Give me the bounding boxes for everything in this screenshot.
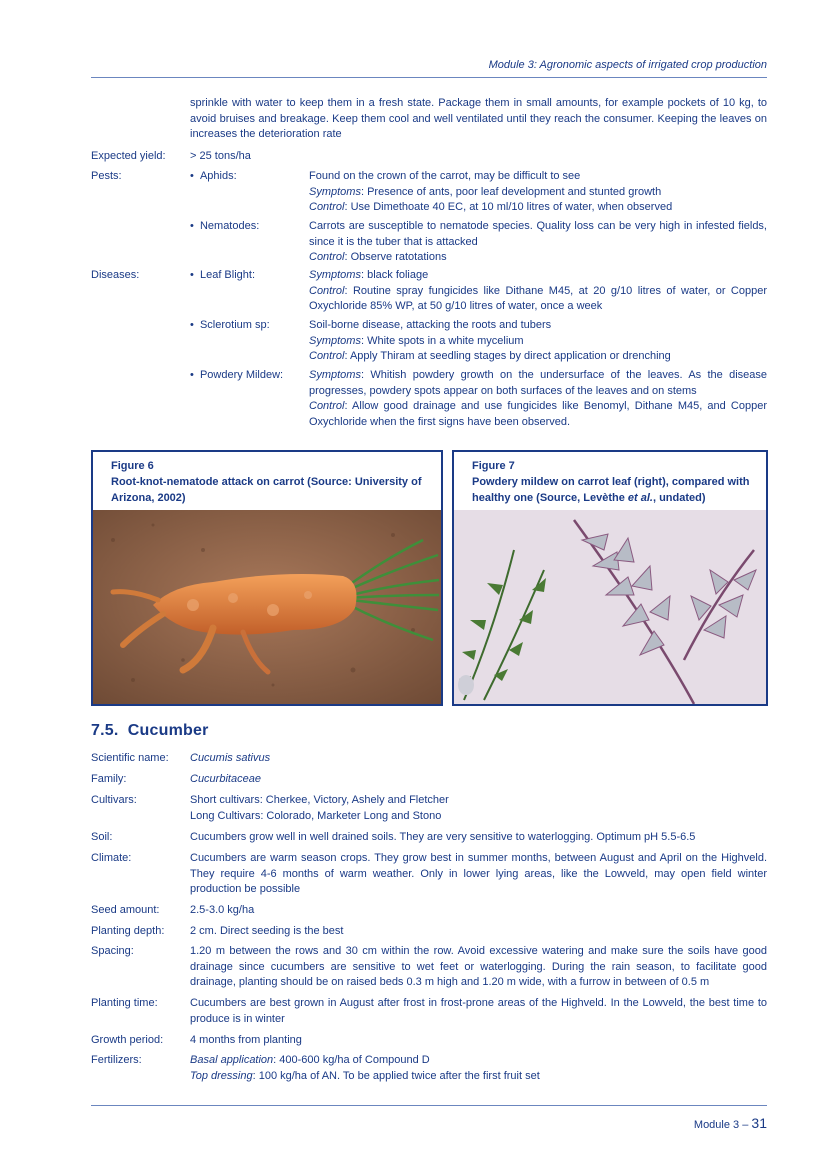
figure-6 (91, 450, 443, 706)
cucumber-row-planting-time (91, 996, 767, 1028)
page-footer: Module 3 – 31 (693, 1115, 767, 1131)
row-value: Short cultivars: Cherkee, Victory, Ashely and Fletcher Long Cultivars: Colorado, Marketer Long and Stono (190, 794, 449, 822)
row-label: Family: (91, 773, 127, 785)
row-label: Fertilizers: (91, 1054, 142, 1066)
row-value: Cucumbers are best grown in August after frost in frost-prone areas of the Highveld. In the Lowveld, the best time to produce is in winter (190, 997, 767, 1025)
expected-yield-value: > 25 tons/ha (190, 150, 251, 162)
disease-name: • Sclerotium sp: (190, 319, 270, 331)
figure-6-caption: Figure 6 Root-knot-nematode attack on carrot (Source: University of Arizona, 2002) (111, 460, 422, 504)
row-label: Planting time: (91, 997, 158, 1009)
row-value: 2.5-3.0 kg/ha (190, 904, 255, 916)
disease-powdery-mildew-row (91, 368, 767, 432)
figure-7 (452, 450, 768, 706)
row-value: Basal application: 400-600 kg/ha of Compound D Top dressing: 100 kg/ha of AN. To be applied twice after the first fruit set (190, 1054, 540, 1082)
intro-row (91, 96, 767, 144)
row-label: Planting depth: (91, 925, 165, 937)
pest-description: Found on the crown of the carrot, may be difficult to see Symptoms: Presence of ants, poor leaf development and stunted growth Control: Use Dimethoate 40 EC, at 10 ml/10 litres of water, when observed (309, 170, 673, 213)
running-header: Module 3: Agronomic aspects of irrigated crop production (488, 59, 767, 71)
row-value: Cucumbers are warm season crops. They grow best in summer months, between August and April on the Highveld. They require 4-6 months of warm weather. Only in lower lying areas, like the Lowveld, may open field winter production be possible (190, 852, 767, 895)
cucumber-row-scientific-name (91, 751, 767, 767)
footer-rule (91, 1105, 767, 1106)
cucumber-row-climate (91, 851, 767, 899)
row-label: Spacing: (91, 945, 134, 957)
disease-leaf-blight-row (91, 268, 767, 316)
row-label: Scientific name: (91, 752, 169, 764)
intro-text: sprinkle with water to keep them in a fresh state. Package them in small amounts, for example pockets of 10 kg, to avoid bruises and breakage. Keep them cool and well ventilated until they reach the consumer. Keeping the leaves on increases the deterioration rate (190, 97, 767, 140)
row-value: Cucumbers grow well in well drained soils. They are very sensitive to waterlogging. Optimum pH 5.5-6.5 (190, 831, 696, 843)
row-label: Seed amount: (91, 904, 160, 916)
cucumber-row-family (91, 772, 767, 788)
pest-description: Carrots are susceptible to nematode species. Quality loss can be very high in infested fields, since it is the tuber that is attacked Control: Observe ratotations (309, 220, 767, 263)
row-value: Cucurbitaceae (190, 773, 261, 785)
diseases-label: Diseases: (91, 269, 140, 281)
disease-name: • Leaf Blight: (190, 269, 256, 281)
row-label: Growth period: (91, 1034, 164, 1046)
section-title: 7.5. Cucumber (91, 722, 209, 739)
cucumber-row-fertilizers (91, 1053, 767, 1085)
row-value: 2 cm. Direct seeding is the best (190, 925, 344, 937)
disease-description: Symptoms: Whitish powdery growth on the undersurface of the leaves. As the disease progresses, powdery spots appear on both surfaces of the leaves and on stems Control: Allow good drainage and use fungicides like Benomyl, Dithane M45, and Copper Oxychloride when the first signs have been observed. (309, 369, 767, 428)
disease-name: • Powdery Mildew: (190, 369, 284, 381)
cucumber-row-cultivars (91, 793, 767, 825)
page-number: 31 (751, 1115, 767, 1131)
cucumber-row-growth-period (91, 1033, 767, 1049)
pest-name: • Aphids: (190, 170, 237, 182)
row-value: 1.20 m between the rows and 30 cm within the row. Avoid excessive watering and make sure the soils have good drainage since cucumbers are sensitive to wet feet or waterlogging. During the rain season, to facilitate good drainage, planting should be on raised beds 0.3 m high and 1.20 m wide, with a furrow in between of 0.5 m (190, 945, 767, 988)
pests-label: Pests: (91, 170, 122, 182)
pest-aphids-row (91, 169, 767, 217)
powdery-mildew-photo (454, 510, 766, 704)
disease-sclerotium-row (91, 318, 767, 366)
row-label: Climate: (91, 852, 132, 864)
disease-description: Symptoms: black foliage Control: Routine spray fungicides like Dithane M45, at 20 g/10 litres of water, or Copper Oxychloride 85% WP, at 50 g/10 litres of water, once a week (309, 269, 767, 312)
figure-7-caption: Figure 7 Powdery mildew on carrot leaf (right), compared with healthy one (Source, Levèthe et al., undated) (472, 460, 750, 504)
pest-nematodes-row (91, 219, 767, 267)
pest-name: • Nematodes: (190, 220, 260, 232)
cucumber-row-soil (91, 830, 767, 846)
cucumber-row-planting-depth (91, 924, 767, 940)
cucumber-row-seed-amount (91, 903, 767, 919)
row-value: Cucumis sativus (190, 752, 271, 764)
cucumber-row-spacing (91, 944, 767, 992)
header-rule (91, 77, 767, 78)
row-value: 4 months from planting (190, 1034, 302, 1046)
expected-yield-row (91, 149, 767, 165)
carrot-nematode-photo (93, 510, 441, 704)
expected-yield-label: Expected yield: (91, 150, 166, 162)
row-label: Cultivars: (91, 794, 137, 806)
row-label: Soil: (91, 831, 113, 843)
disease-description: Soil-borne disease, attacking the roots and tubers Symptoms: White spots in a white mycelium Control: Apply Thiram at seedling stages by direct application or drenching (309, 319, 671, 362)
